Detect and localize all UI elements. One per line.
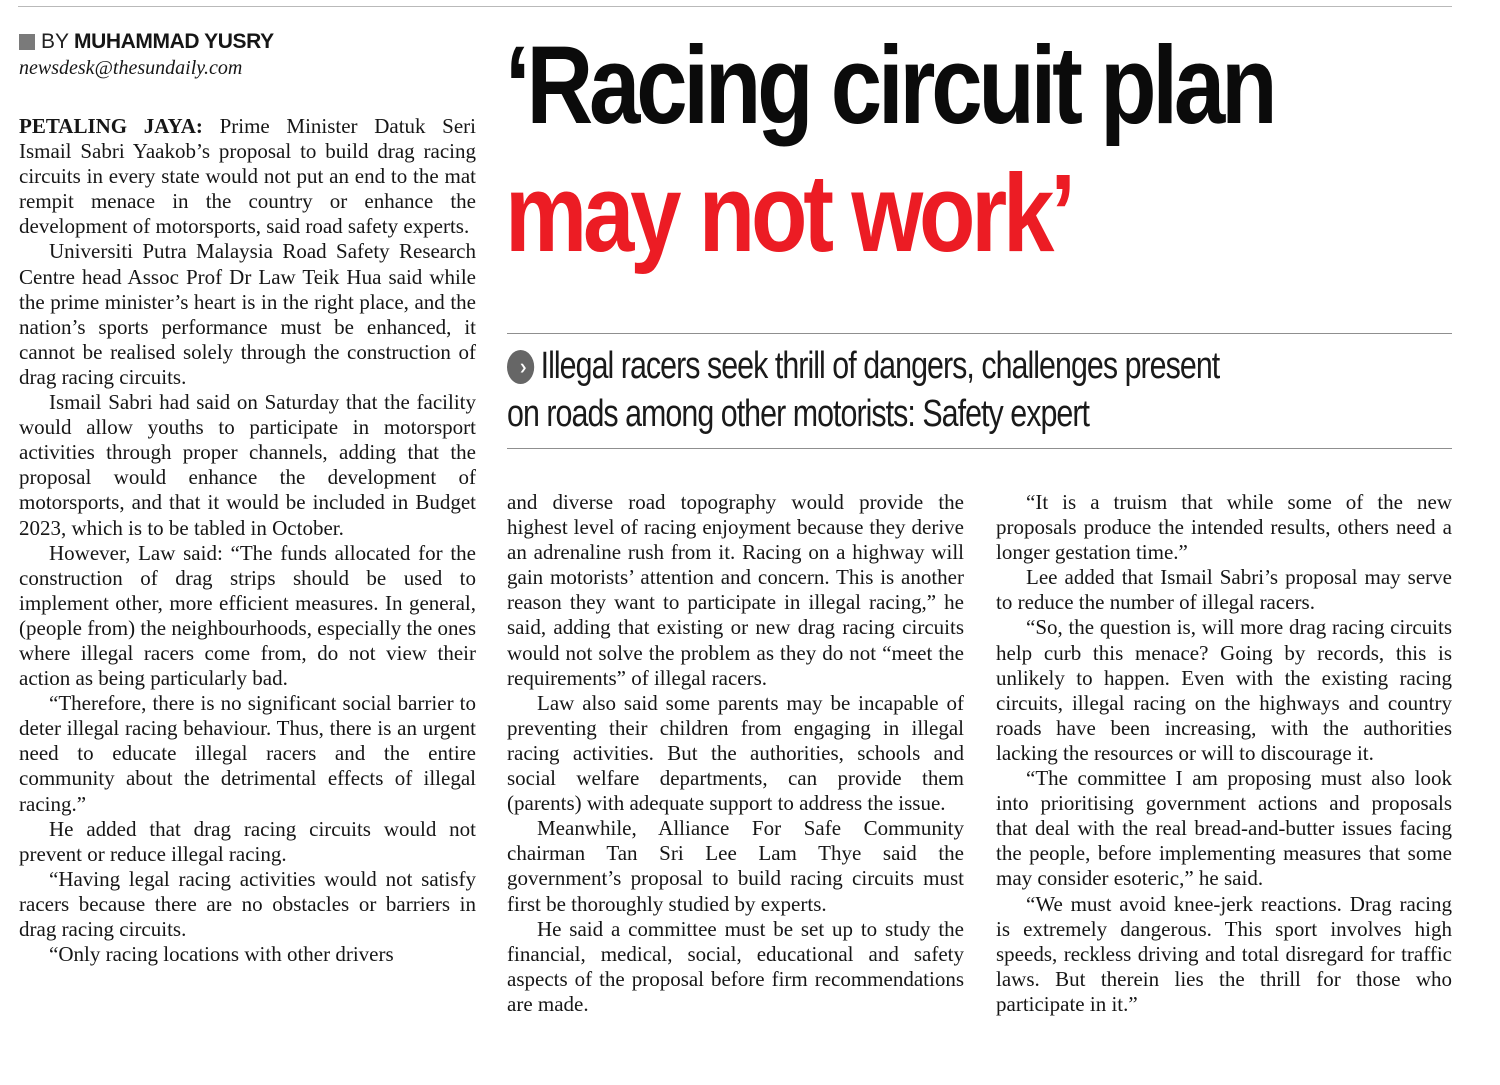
byline [19, 30, 479, 80]
paragraph-text: Prime Minister Datuk Seri Ismail Sabri Yaakob’s proposal to build drag racing circuits in every state would not put an end to the mat rempit menace in the country or enhance the development of motorsports, said road safety experts. [19, 114, 477, 239]
headline [505, 22, 1311, 278]
paragraph: Ismail Sabri had said on Saturday that the facility would allow youths to participate in motorsport activities through proper channels, adding that the proposal would enhance the development of motorsports, and that it would be included in Budget 2023, which is to be tabled in October. [19, 390, 476, 540]
article-column-1 [19, 114, 476, 967]
subheading-bottom-rule [507, 448, 1452, 449]
paragraph: Law also said some parents may be incapable of preventing their children from engaging in illegal racing activities. But the authorities, schools and social welfare departments, can provide them (parents) with adequate support to address the issue. [507, 690, 964, 816]
paragraph: “Therefore, there is no significant social barrier to deter illegal racing behaviour. Thus, there is an urgent need to educate illegal racers and the entire community about the detrimental effects of illegal racing.” [19, 691, 476, 816]
paragraph: Universiti Putra Malaysia Road Safety Research Centre head Assoc Prof Dr Law Teik Hua said while the prime minister’s heart is in the right place, and the nation’s sports performance must be enhanced, it cannot be realised solely through the construction of drag racing circuits. [19, 239, 476, 389]
subheading-line-1 [507, 342, 1467, 390]
byline-row [19, 30, 479, 54]
subheading-top-rule [507, 333, 1452, 334]
paragraph: However, Law said: “The funds allocated for the construction of drag strips should be used to implement other, more efficient measures. In general, (people from) the neighbourhoods, especially the ones where illegal racers come from, do not view their action as being particularly bad. [19, 540, 476, 691]
headline-line-2: may not work’ [505, 152, 1072, 275]
paragraph: He added that drag racing circuits would not prevent or reduce illegal racing. [19, 816, 476, 866]
headline-line-1: ‘Racing circuit plan [505, 24, 1274, 147]
paragraph: He said a committee must be set up to study the financial, medical, social, educational and safety aspects of the proposal before firm recommendations are made. [507, 916, 964, 1016]
paragraph: “The committee I am proposing must also look into prioritising government actions and proposals that deal with the real bread-and-butter issues facing the people, before implementing measures that some may consider esoteric,” he said. [996, 766, 1452, 891]
subheading-line-2: on roads among other motorists: Safety expert [507, 393, 1090, 435]
paragraph: “So, the question is, will more drag racing circuits help curb this menace? Going by records, this is unlikely to happen. Even with the existing racing circuits, illegal racing on the highways and country roads have been increasing, with the authorities lacking the resources or will to discourage it. [996, 615, 1452, 765]
dateline: PETALING JAYA: [19, 114, 203, 138]
paragraph: “It is a truism that while some of the new proposals produce the intended results, others need a longer gestation time.” [996, 490, 1452, 565]
square-bullet-icon [19, 34, 35, 50]
paragraph: “We must avoid knee-jerk reactions. Drag racing is extremely dangerous. This sport involves high speeds, reckless driving and total disregard for traffic laws. But therein lies the thrill for those who participate in it.” [996, 891, 1452, 1016]
paragraph: “Only racing locations with other drivers [49, 942, 394, 967]
subheading-text-1: Illegal racers seek thrill of dangers, challenges present [540, 345, 1220, 387]
paragraph: and diverse road topography would provide the highest level of racing enjoyment because they derive an adrenaline rush from it. Racing on a highway will gain motorists’ attention and concern. This is another reason they want to participate in illegal racing,” he said, adding that existing or new drag racing circuits would not solve the problem as they do not “meet the requirements” of illegal racers. [507, 490, 964, 690]
byline-prefix: BY [41, 30, 70, 53]
paragraph: Meanwhile, Alliance For Safe Community chairman Tan Sri Lee Lam Thye said the government’s proposal to build racing circuits must first be thoroughly studied by experts. [507, 816, 964, 916]
author-email[interactable]: newsdesk@thesundaily.com [19, 57, 243, 79]
paragraph: “Having legal racing activities would not satisfy racers because there are no obstacles or barriers in drag racing circuits. [19, 866, 476, 941]
paragraph: Lee added that Ismail Sabri’s proposal may serve to reduce the number of illegal racers. [996, 565, 1452, 615]
chevron-right-circle-icon [507, 350, 534, 384]
article-column-3 [996, 490, 1452, 1017]
subheading [507, 342, 1467, 438]
article-column-2 [507, 490, 964, 1017]
author-name: MUHAMMAD YUSRY [74, 30, 274, 53]
top-rule [18, 6, 1452, 7]
paragraph [19, 114, 476, 239]
